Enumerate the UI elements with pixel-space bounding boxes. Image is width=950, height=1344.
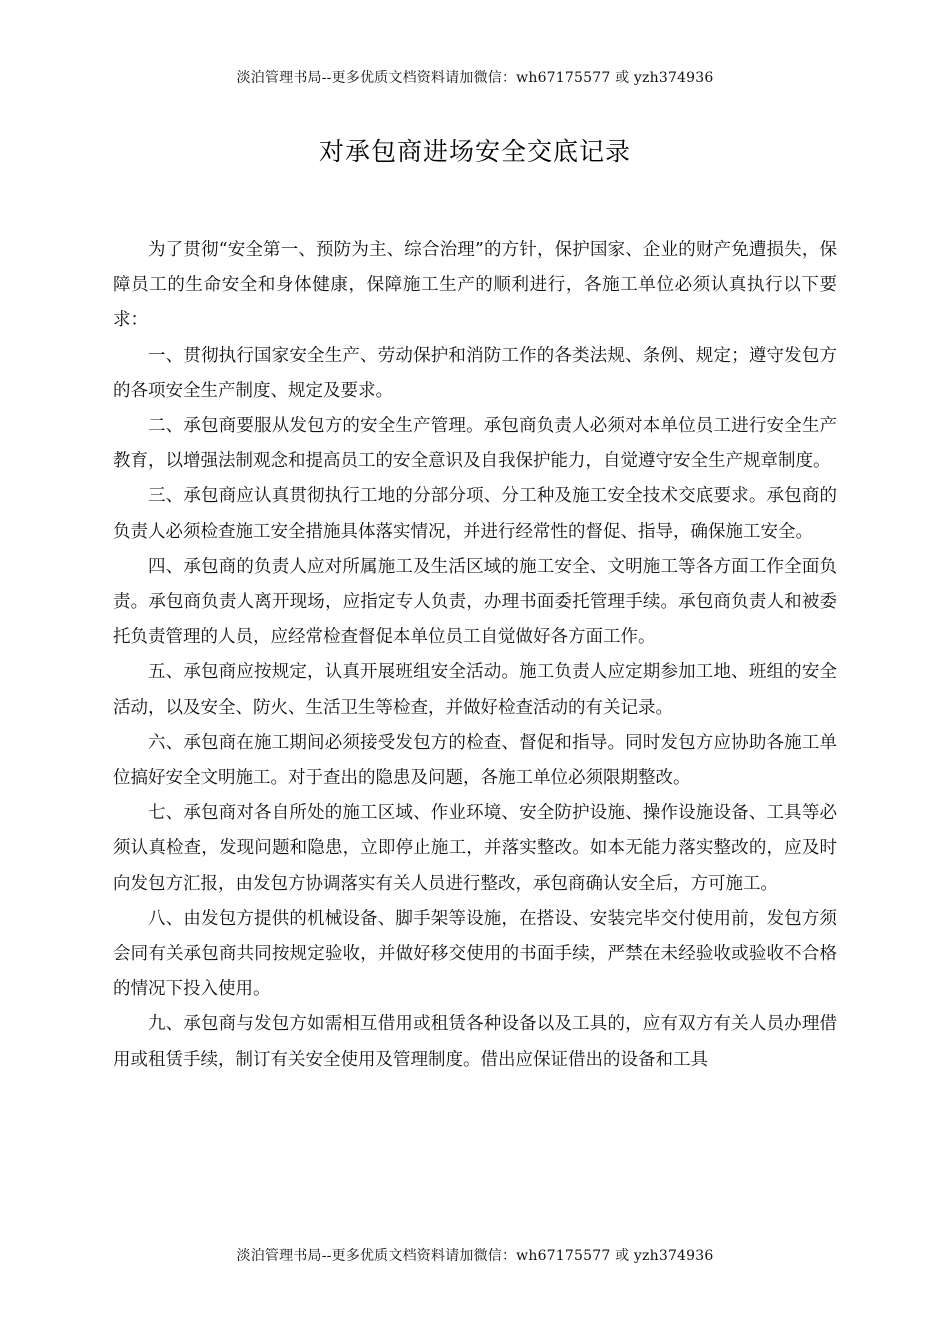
paragraph-intro: 为了贯彻“安全第一、预防为主、综合治理”的方针，保护国家、企业的财产免遭损失，保障员工的生命安全和身体健康，保障施工生产的顺利进行，各施工单位必须认真执行以下要求： — [113, 240, 837, 331]
paragraph-item-2: 二、承包商要服从发包方的安全生产管理。承包商负责人必须对本单位员工进行安全生产教育，以增强法制观念和提高员工的安全意识及自我保护能力，自觉遵守安全生产规章制度。 — [113, 416, 837, 472]
paragraph-item-6: 六、承包商在施工期间必须接受发包方的检查、督促和指导。同时发包方应协助各施工单位搞好安全文明施工。对于查出的隐患及问题，各施工单位必须限期整改。 — [113, 732, 837, 789]
paragraph-item-4: 四、承包商的负责人应对所属施工及生活区域的施工安全、文明施工等各方面工作全面负责。承包商负责人离开现场，应指定专人负责，办理书面委托管理手续。承包商负责人和被委托负责管理的人员，应经常检查督促本单位员工自觉做好各方面工作。 — [113, 556, 837, 648]
page-footer: 淡泊管理书局--更多优质文档资料请加微信：wh67175577 或 yzh374936 — [236, 1248, 714, 1264]
page-header: 淡泊管理书局--更多优质文档资料请加微信：wh67175577 或 yzh374936 — [236, 70, 714, 86]
document-title: 对承包商进场安全交底记录 — [318, 137, 631, 166]
paragraph-item-1: 一、贯彻执行国家安全生产、劳动保护和消防工作的各类法规、条例、规定；遵守发包方的各项安全生产制度、规定及要求。 — [113, 345, 837, 401]
document-body — [113, 233, 837, 1078]
paragraph-item-5: 五、承包商应按规定，认真开展班组安全活动。施工负责人应定期参加工地、班组的安全活动，以及安全、防火、生活卫生等检查，并做好检查活动的有关记录。 — [113, 662, 837, 718]
paragraph-item-8: 八、由发包方提供的机械设备、脚手架等设施，在搭设、安装完毕交付使用前，发包方须会同有关承包商共同按规定验收，并做好移交使用的书面手续，严禁在未经验收或验收不合格的情况下投入使用。 — [113, 908, 837, 1000]
paragraph-item-3: 三、承包商应认真贯彻执行工地的分部分项、分工种及施工安全技术交底要求。承包商的负责人必须检查施工安全措施具体落实情况，并进行经常性的督促、指导，确保施工安全。 — [113, 486, 837, 542]
paragraph-item-7: 七、承包商对各自所处的施工区域、作业环境、安全防护设施、操作设施设备、工具等必须认真检查，发现问题和隐患，立即停止施工，并落实整改。如本无能力落实整改的，应及时向发包方汇报，由发包方协调落实有关人员进行整改，承包商确认安全后，方可施工。 — [113, 803, 837, 894]
paragraph-item-9: 九、承包商与发包方如需相互借用或租赁各种设备以及工具的，应有双方有关人员办理借用或租赁手续，制订有关安全使用及管理制度。借出应保证借出的设备和工具 — [113, 1014, 837, 1070]
